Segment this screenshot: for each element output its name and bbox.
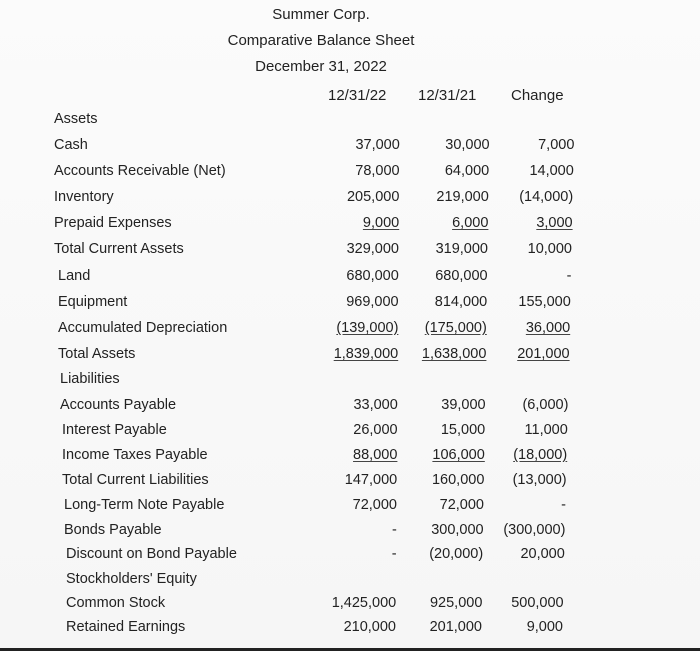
amount-change: - [561, 497, 566, 513]
section-heading-row [0, 371, 700, 393]
amount-2021: 680,000 [435, 268, 488, 284]
amount-2021: 300,000 [431, 522, 484, 538]
amount-change: (13,000) [512, 472, 567, 488]
line-item-label: Cash [54, 137, 88, 153]
line-item-row [0, 595, 700, 617]
amount-2021: 160,000 [431, 472, 485, 488]
amount-2021: (175,000) [424, 320, 487, 336]
section-heading: Stockholders' Equity [66, 571, 197, 587]
line-item-row [0, 320, 700, 342]
amount-2021: 106,000 [432, 447, 485, 463]
amount-2021: 6,000 [452, 215, 489, 231]
amount-2021: 72,000 [439, 497, 484, 513]
line-item-row [0, 137, 700, 159]
amount-2022: 147,000 [344, 472, 398, 488]
amount-2022: 1,839,000 [333, 346, 399, 362]
amount-2022: 72,000 [352, 497, 397, 513]
amount-2021: 1,638,000 [421, 346, 487, 362]
amount-2021: 319,000 [435, 241, 488, 257]
amount-2022: 37,000 [355, 137, 400, 153]
line-item-label: Total Current Liabilities [62, 472, 209, 488]
amount-change: 155,000 [518, 294, 571, 310]
amount-change: 3,000 [536, 215, 573, 231]
line-item-label: Accounts Receivable (Net) [54, 163, 226, 179]
amount-change: 9,000 [526, 619, 563, 635]
line-item-row [0, 497, 700, 519]
line-item-row [0, 422, 700, 444]
line-item-label: Prepaid Expenses [54, 215, 172, 231]
amount-change: 11,000 [524, 422, 568, 438]
line-item-label: Income Taxes Payable [62, 447, 208, 463]
line-item-label: Retained Earnings [66, 619, 186, 635]
amount-change: 20,000 [520, 546, 565, 562]
line-item-row [0, 522, 700, 544]
amount-change: 10,000 [527, 241, 572, 257]
amount-2022: 88,000 [353, 447, 398, 463]
amount-change: 36,000 [525, 320, 571, 336]
amount-2021: 15,000 [440, 422, 486, 438]
amount-change: 14,000 [529, 163, 574, 179]
line-item-label: Bonds Payable [64, 522, 162, 538]
amount-2021: 30,000 [445, 137, 490, 153]
amount-change: 201,000 [517, 346, 570, 362]
column-header-change: Change [511, 87, 564, 104]
amount-change: (300,000) [503, 522, 566, 538]
amount-change: - [566, 268, 572, 284]
amount-change: (18,000) [513, 447, 568, 463]
amount-2022: - [391, 546, 397, 562]
amount-change: (14,000) [519, 189, 574, 205]
line-item-row [0, 472, 700, 494]
line-item-label: Interest Payable [62, 422, 167, 438]
amount-2021: 925,000 [429, 595, 483, 611]
amount-2022: 33,000 [353, 397, 398, 413]
line-item-row [0, 268, 700, 290]
amount-2022: 26,000 [353, 422, 398, 438]
amount-2022: 9,000 [362, 215, 400, 231]
amount-2021: 814,000 [434, 294, 488, 310]
statement-title: Comparative Balance Sheet [227, 32, 415, 49]
amount-2021: (20,000) [429, 546, 484, 562]
company-name: Summer Corp. [272, 6, 370, 23]
amount-2022: (139,000) [336, 320, 399, 336]
section-heading: Assets [54, 111, 98, 127]
line-item-label: Accounts Payable [60, 397, 177, 413]
line-item-row [0, 397, 700, 419]
section-heading-row [0, 111, 700, 133]
line-item-label: Long-Term Note Payable [64, 497, 225, 513]
amount-2022: 205,000 [346, 189, 400, 205]
amount-2022: 1,425,000 [331, 595, 397, 611]
line-item-row [0, 546, 700, 568]
amount-2021: 64,000 [444, 163, 490, 179]
line-item-label: Common Stock [66, 595, 166, 611]
line-item-row [0, 189, 700, 211]
line-item-row [0, 163, 700, 185]
line-item-label: Total Current Assets [54, 241, 184, 257]
amount-2022: 680,000 [346, 268, 399, 284]
amount-2022: 969,000 [346, 294, 399, 310]
amount-2022: 329,000 [346, 241, 399, 257]
line-item-row [0, 215, 700, 237]
line-item-label: Discount on Bond Payable [66, 546, 237, 562]
line-item-label: Total Assets [58, 346, 136, 362]
section-heading: Liabilities [60, 371, 120, 387]
line-item-row [0, 447, 700, 469]
line-item-row [0, 619, 700, 641]
section-heading-row [0, 571, 700, 593]
column-header-current: 12/31/22 [328, 87, 387, 104]
line-item-label: Equipment [58, 294, 128, 310]
amount-2021: 219,000 [436, 189, 489, 205]
amount-2022: - [391, 522, 397, 538]
line-item-row [0, 294, 700, 316]
column-header-prior: 12/31/21 [418, 87, 477, 104]
amount-2021: 39,000 [441, 397, 486, 413]
line-item-row [0, 241, 700, 263]
amount-2022: 78,000 [355, 163, 400, 179]
line-item-label: Inventory [54, 189, 114, 205]
amount-2021: 201,000 [429, 619, 482, 635]
line-item-label: Accumulated Depreciation [58, 320, 228, 336]
amount-change: (6,000) [522, 397, 569, 413]
amount-change: 500,000 [511, 595, 564, 611]
statement-date: December 31, 2022 [255, 58, 387, 75]
line-item-row [0, 346, 700, 368]
line-item-label: Land [58, 268, 91, 284]
amount-2022: 210,000 [343, 619, 396, 635]
amount-change: 7,000 [538, 137, 575, 153]
